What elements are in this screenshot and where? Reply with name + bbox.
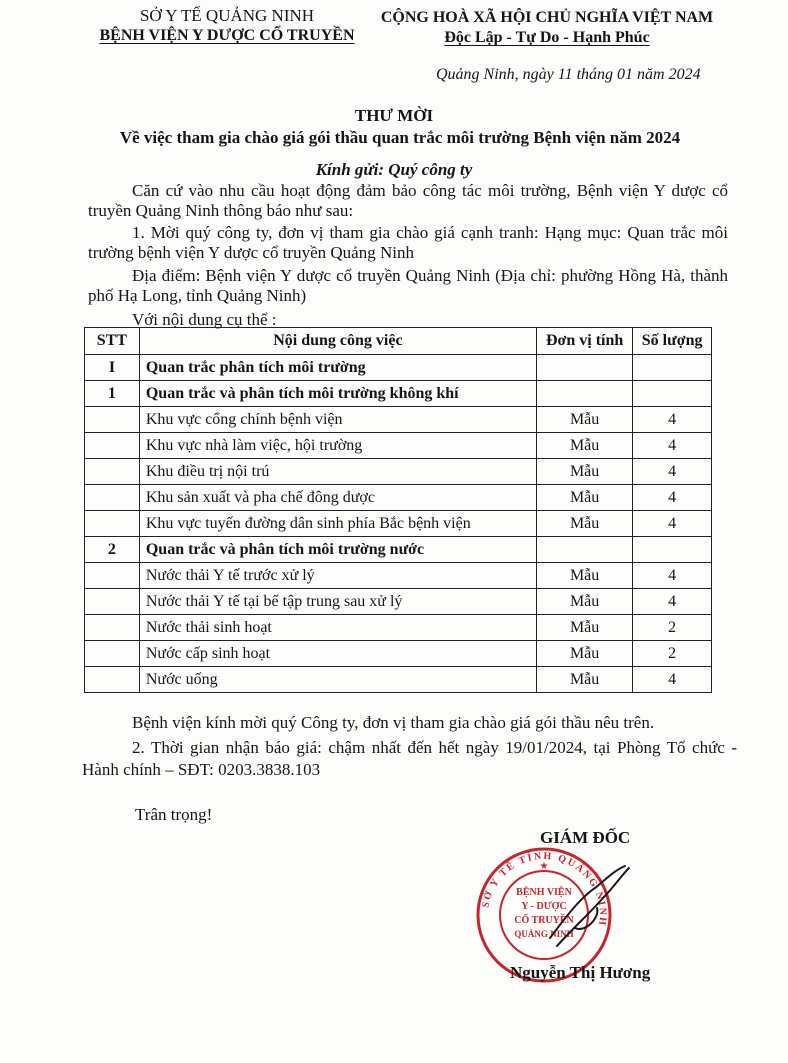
row-content: Khu vực tuyến đường dân sinh phía Bắc bệnh viện (139, 511, 536, 537)
svg-text:★: ★ (539, 861, 549, 872)
row-content: Quan trắc và phân tích môi trường không khí (139, 381, 536, 407)
row-quantity: 4 (633, 667, 712, 693)
row-content: Quan trắc và phân tích môi trường nước (139, 537, 536, 563)
row-quantity: 2 (633, 615, 712, 641)
row-stt (85, 459, 140, 485)
header-content: Nội dung công việc (139, 328, 536, 355)
seal-outer-text: SỞ Y TẾ TỈNH QUẢNG NINH (480, 850, 609, 928)
table-row (85, 615, 712, 641)
header-quantity: Số lượng (633, 328, 712, 355)
seal-line-2: Y - DƯỢC (521, 901, 567, 912)
row-unit: Mẫu (536, 433, 632, 459)
table-row (85, 433, 712, 459)
row-content: Nước uống (139, 667, 536, 693)
row-unit (536, 537, 632, 563)
row-stt (85, 615, 140, 641)
row-stt: 2 (85, 537, 140, 563)
row-content: Nước thải Y tế tại bể tập trung sau xử lý (139, 589, 536, 615)
row-quantity (633, 537, 712, 563)
row-quantity (633, 355, 712, 381)
row-quantity: 4 (633, 433, 712, 459)
row-quantity: 4 (633, 485, 712, 511)
row-quantity: 4 (633, 407, 712, 433)
row-quantity (633, 381, 712, 407)
row-unit: Mẫu (536, 589, 632, 615)
signer-name: Nguyễn Thị Hương (510, 963, 651, 982)
row-stt (85, 563, 140, 589)
signer-title: GIÁM ĐỐC (540, 828, 631, 847)
row-unit: Mẫu (536, 485, 632, 511)
document-date: Quảng Ninh, ngày 11 tháng 01 năm 2024 (436, 66, 701, 83)
header-stt: STT (85, 328, 140, 355)
country-name: CỘNG HOÀ XÃ HỘI CHỦ NGHĨA VIỆT NAM (380, 9, 714, 26)
row-stt (85, 589, 140, 615)
closing-greeting: Trân trọng! (135, 805, 213, 824)
hospital-name: BỆNH VIỆN Y DƯỢC CỔ TRUYỀN (99, 27, 355, 44)
row-stt (85, 641, 140, 667)
row-content: Nước thải Y tế trước xử lý (139, 563, 536, 589)
row-stt (85, 485, 140, 511)
content-intro: Với nội dung cụ thể : (132, 310, 277, 329)
row-quantity: 4 (633, 459, 712, 485)
table-row (85, 407, 712, 433)
row-unit: Mẫu (536, 667, 632, 693)
table-row (85, 641, 712, 667)
invitation-closing-paragraph: Bệnh viện kính mời quý Công ty, đơn vị tham gia chào giá gói thầu nêu trên. (132, 713, 655, 732)
row-content: Khu sản xuất và pha chế đông dược (139, 485, 536, 511)
row-quantity: 2 (633, 641, 712, 667)
location-paragraph: Địa điểm: Bệnh viện Y dược cổ truyền Quảng Ninh (Địa chỉ: phường Hồng Hà, thành phố Hạ Long, tỉnh Quảng Ninh) (88, 266, 728, 305)
table-row (85, 381, 712, 407)
row-content: Khu vực cổng chính bệnh viện (139, 407, 536, 433)
table-header-row (85, 328, 712, 355)
motto: Độc Lập - Tự Do - Hạnh Phúc (444, 29, 650, 46)
row-unit (536, 381, 632, 407)
seal-line-4: QUẢNG NINH (514, 929, 574, 939)
table-row (85, 537, 712, 563)
table-row (85, 459, 712, 485)
row-quantity: 4 (633, 511, 712, 537)
row-content: Quan trắc phân tích môi trường (139, 355, 536, 381)
row-unit: Mẫu (536, 407, 632, 433)
seal-line-1: BỆNH VIỆN (516, 887, 572, 898)
row-stt (85, 667, 140, 693)
intro-paragraph: Căn cứ vào nhu cầu hoạt động đảm bảo công tác môi trường, Bệnh viện Y dược cổ truyền Quảng Ninh thông báo như sau: (88, 181, 728, 220)
table-row (85, 485, 712, 511)
table-row (85, 355, 712, 381)
row-unit: Mẫu (536, 563, 632, 589)
table-row (85, 667, 712, 693)
row-unit (536, 355, 632, 381)
work-items-table (84, 327, 712, 693)
row-stt: I (85, 355, 140, 381)
header-unit: Đơn vị tính (536, 328, 632, 355)
row-unit: Mẫu (536, 459, 632, 485)
deadline-paragraph: 2. Thời gian nhận báo giá: chậm nhất đến hết ngày 19/01/2024, tại Phòng Tổ chức - Hành chính – SĐT: 0203.3838.103 (82, 738, 737, 779)
table-row (85, 511, 712, 537)
seal-line-3: CỔ TRUYỀN (514, 915, 574, 926)
row-unit: Mẫu (536, 615, 632, 641)
row-stt (85, 407, 140, 433)
document-subtitle: Về việc tham gia chào giá gói thầu quan trắc môi trường Bệnh viện năm 2024 (119, 128, 681, 147)
invitation-paragraph: 1. Mời quý công ty, đơn vị tham gia chào giá cạnh tranh: Hạng mục: Quan trắc môi trường bệnh viện Y dược cổ truyền Quảng Ninh (88, 223, 728, 262)
row-stt: 1 (85, 381, 140, 407)
issuing-organization (82, 6, 372, 46)
department-name: SỞ Y TẾ QUẢNG NINH (139, 6, 315, 25)
row-unit: Mẫu (536, 641, 632, 667)
table-row (85, 563, 712, 589)
row-content: Nước thải sinh hoạt (139, 615, 536, 641)
row-quantity: 4 (633, 589, 712, 615)
national-motto (372, 8, 722, 48)
handwritten-signature-icon (545, 858, 645, 958)
table-row (85, 589, 712, 615)
addressee: Kính gửi: Quý công ty (315, 160, 473, 179)
row-content: Khu vực nhà làm việc, hội trường (139, 433, 536, 459)
document-title: THƯ MỜI (354, 106, 434, 125)
row-quantity: 4 (633, 563, 712, 589)
row-unit: Mẫu (536, 511, 632, 537)
row-stt (85, 511, 140, 537)
row-content: Nước cấp sinh hoạt (139, 641, 536, 667)
row-stt (85, 433, 140, 459)
row-content: Khu điều trị nội trú (139, 459, 536, 485)
